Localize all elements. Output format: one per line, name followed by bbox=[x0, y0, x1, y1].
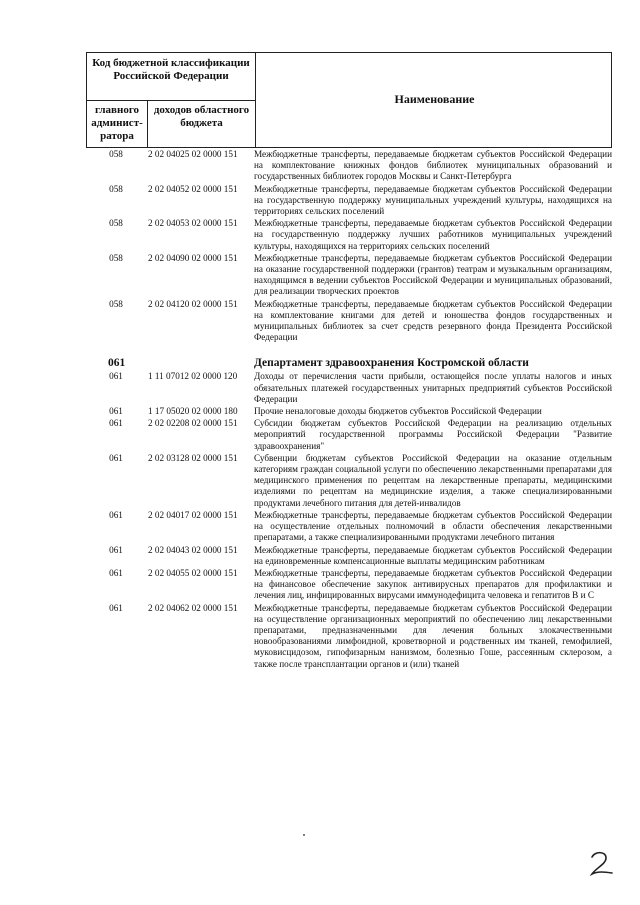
table-body bbox=[86, 149, 612, 671]
name-cell: Субвенции бюджетам субъектов Российской Федерации на оказание отдельным категориям граждан социальной услуги по обеспечению лекарственными препаратами для медицинского применения по рецептам на лекарственные препараты, медицинскими изделиями по рецептам на медицинские изделия, а также специализированными продуктами лечебного питания для детей-инвалидов bbox=[254, 452, 612, 508]
table-row bbox=[86, 253, 612, 298]
table-row bbox=[86, 603, 612, 670]
revenue-code-cell: 2 02 03128 02 0000 151 bbox=[148, 452, 238, 463]
name-cell: Межбюджетные трансферты, передаваемые бюджетам субъектов Российской Федерации на единовременные компенсационные выплаты медицинским работникам bbox=[254, 544, 612, 566]
name-cell: Межбюджетные трансферты, передаваемые бюджетам субъектов Российской Федерации на государственную поддержку лучших работников муниципальных учреждений культуры, находящихся на территориях сельских поселений bbox=[254, 218, 612, 251]
table-row bbox=[86, 510, 612, 544]
revenue-code-cell: 2 02 04120 02 0000 151 bbox=[148, 298, 238, 309]
scan-speck bbox=[303, 834, 305, 836]
name-cell: Прочие неналоговые доходы бюджетов субъектов Российской Федерации bbox=[254, 406, 542, 417]
revenue-code-cell: 2 02 04025 02 0000 151 bbox=[148, 149, 238, 159]
revenue-code-cell: 2 02 04090 02 0000 151 bbox=[148, 252, 238, 263]
admin-code-cell: 058 bbox=[109, 252, 123, 263]
revenue-code-cell: 1 11 07012 02 0000 120 bbox=[148, 371, 238, 382]
revenue-code-cell: 2 02 04053 02 0000 151 bbox=[148, 218, 238, 229]
admin-code-cell: 061 bbox=[109, 567, 123, 578]
header-name-column: Наименование bbox=[394, 92, 475, 106]
name-cell: Межбюджетные трансферты, передаваемые бюджетам субъектов Российской Федерации на комплектование книжных фондов библиотек муниципальных образований и государственных библиотек городов Москвы и Санкт-Петербурга bbox=[254, 149, 612, 182]
revenue-code-cell: 2 02 04055 02 0000 151 bbox=[148, 567, 238, 578]
admin-code-cell: 061 bbox=[109, 406, 123, 417]
table-row bbox=[86, 149, 612, 183]
revenue-code-cell: 2 02 04017 02 0000 151 bbox=[148, 509, 238, 520]
table-row bbox=[86, 568, 612, 602]
admin-code-cell: 058 bbox=[109, 218, 123, 229]
admin-code-cell: 061 bbox=[109, 452, 123, 463]
revenue-code-cell: 2 02 04062 02 0000 151 bbox=[148, 602, 238, 613]
header-divider bbox=[87, 100, 255, 101]
name-cell: Межбюджетные трансферты, передаваемые бюджетам субъектов Российской Федерации на комплектование книгами для детей и юношества фондов государственных и муниципальных библиотек за счет средств резервного фонда Президента Российской Федерации bbox=[254, 298, 612, 343]
name-cell: Межбюджетные трансферты, передаваемые бюджетам субъектов Российской Федерации на финансовое обеспечение закупок антивирусных препаратов для профилактики и лечения лиц, инфицированных вирусами иммунодефицита человека и гепатитов B и C bbox=[254, 567, 612, 601]
table-header bbox=[86, 52, 612, 148]
name-cell: Субсидии бюджетам субъектов Российской Федерации на реализацию отдельных мероприятий государственной программы Российской Федерации "Развитие здравоохранения" bbox=[254, 418, 612, 451]
table-row bbox=[86, 299, 612, 344]
table-row bbox=[86, 545, 612, 567]
name-cell: Межбюджетные трансферты, передаваемые бюджетам субъектов Российской Федерации на государственную поддержку муниципальных учреждений культуры, находящихся на территориях сельских поселений bbox=[254, 183, 612, 217]
header-code-group: Код бюджетной классификации Российской Федерации bbox=[92, 57, 250, 82]
table-row bbox=[86, 453, 612, 509]
header-admin-column: главного админист-ратора bbox=[91, 104, 143, 142]
admin-code-cell: 058 bbox=[109, 149, 123, 159]
revenue-code-cell: 2 02 04043 02 0000 151 bbox=[148, 544, 238, 555]
admin-code-cell: 061 bbox=[109, 509, 123, 520]
admin-code-cell: 061 bbox=[109, 602, 123, 613]
name-cell: Доходы от перечисления части прибыли, остающейся после уплаты налогов и иных обязательных платежей государственных унитарных предприятий субъектов Российской Федерации bbox=[254, 371, 612, 404]
admin-code-cell: 058 bbox=[109, 183, 123, 194]
admin-code-cell: 061 bbox=[108, 357, 126, 370]
section-title: Департамент здравоохранения Костромской области bbox=[254, 357, 529, 370]
admin-code-cell: 058 bbox=[109, 298, 123, 309]
revenue-code-cell: 2 02 04052 02 0000 151 bbox=[148, 183, 238, 194]
table-row bbox=[86, 218, 612, 252]
table-row bbox=[86, 184, 612, 218]
section-row bbox=[86, 356, 612, 370]
table-row bbox=[86, 371, 612, 405]
name-cell: Межбюджетные трансферты, передаваемые бюджетам субъектов Российской Федерации на оказание государственной поддержки (грантов) театрам и музыкальным организациям, находящимся в ведении субъектов Российской Федерации и муниципальных образований, для реализации творческих проектов bbox=[254, 252, 612, 297]
name-cell: Межбюджетные трансферты, передаваемые бюджетам субъектов Российской Федерации на осуществление организационных мероприятий по обеспечению лиц лекарственными препаратами, предназначенными для лечения больных злокачественными новообразованиями лимфоидной, кроветворной и родственных им тканей, гемофилией, муковисцидозом, гипофизарным нанизмом, болезнью Гоше, рассеянным склерозом, а также после трансплантации органов и (или) тканей bbox=[254, 602, 612, 669]
revenue-code-cell: 2 02 02208 02 0000 151 bbox=[148, 418, 238, 429]
table-row bbox=[86, 406, 612, 417]
header-revenue-column: доходов областного бюджета bbox=[153, 104, 250, 129]
table-row bbox=[86, 418, 612, 452]
admin-code-cell: 061 bbox=[109, 371, 123, 382]
handwritten-page-number bbox=[586, 848, 616, 878]
admin-code-cell: 061 bbox=[109, 418, 123, 429]
revenue-code-cell: 1 17 05020 02 0000 180 bbox=[148, 406, 238, 417]
name-cell: Межбюджетные трансферты, передаваемые бюджетам субъектов Российской Федерации на осуществление отдельных полномочий в области обеспечения лекарственными препаратами, а также специализированными продуктами лечебного питания bbox=[254, 509, 612, 543]
admin-code-cell: 061 bbox=[109, 544, 123, 555]
